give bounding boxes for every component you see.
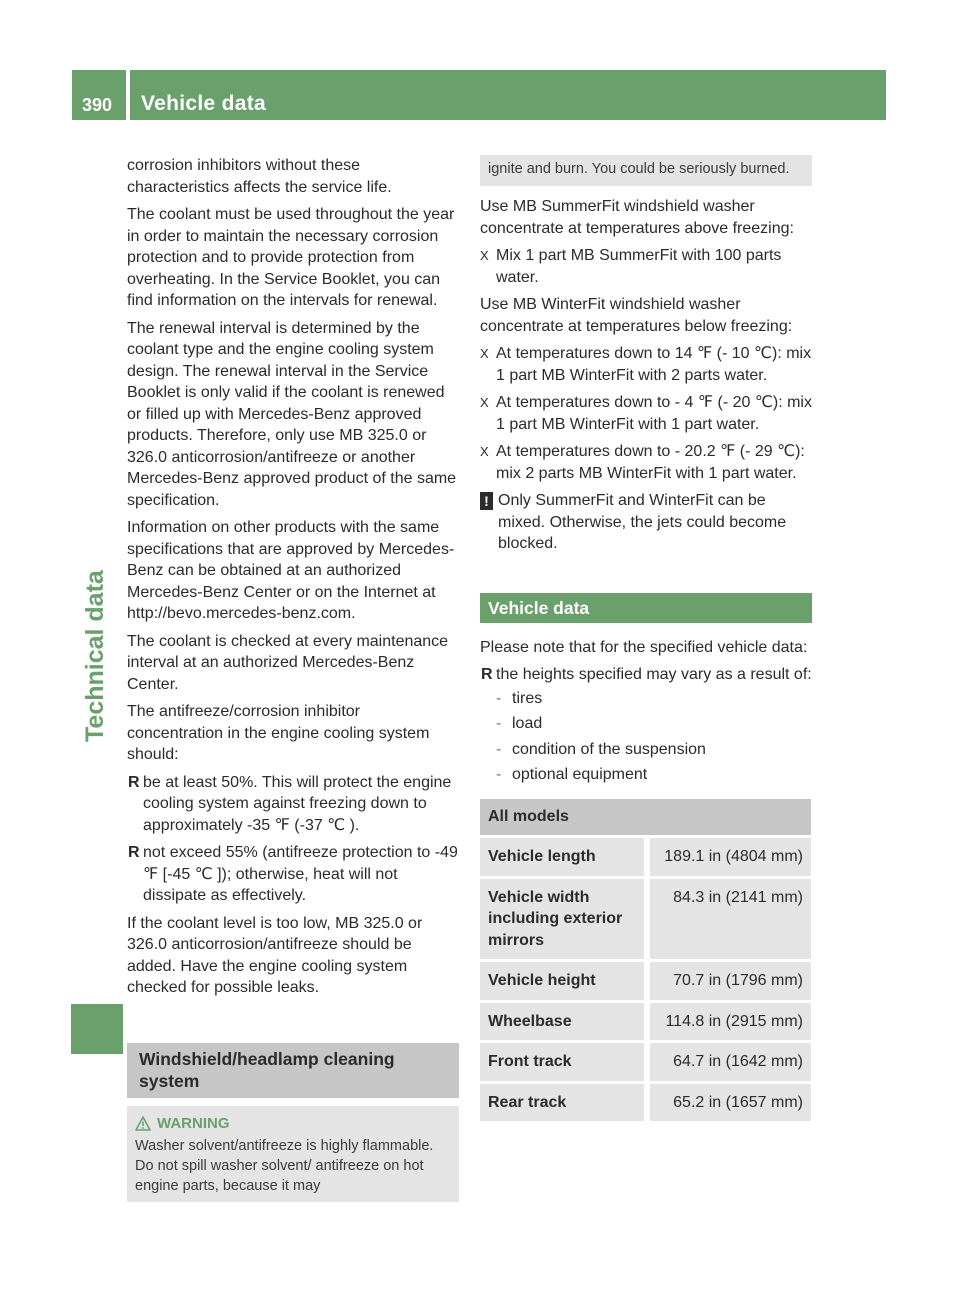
section-heading-windshield: Windshield/headlamp cleaning system <box>127 1043 459 1098</box>
bullet-marker: R <box>481 666 493 683</box>
note <box>480 490 812 555</box>
warning-title: WARNING <box>157 1114 230 1132</box>
factor-item <box>480 764 812 786</box>
step-text: At temperatures down to - 20.2 ℉ (- 29 ℃): mix 2 parts MB WinterFit with 1 part water. <box>496 443 805 482</box>
row-label: Vehicle length <box>480 838 644 876</box>
paragraph: The renewal interval is determined by the coolant type and the engine cooling system design. The renewal interval in the Service Booklet is only valid if the coolant is renewed or filled up with Mercedes-Benz approved products. Therefore, only use MB 325.0 or 326.0 anticorrosion/antifreeze or another Mercedes-Benz approved product of the same specification. <box>127 319 457 509</box>
paragraph: The coolant must be used throughout the year in order to maintain the necessary corrosion protection and to provide protection from overheating. In the Service Booklet, you can find information on the intervals for renewal. <box>127 206 455 309</box>
left-column <box>127 155 459 1202</box>
paragraph: Please note that for the specified vehicle data: <box>480 638 808 656</box>
table-row <box>480 838 811 876</box>
step-marker: X <box>480 248 489 263</box>
list-item <box>480 664 812 686</box>
warning-text: Washer solvent/antifreeze is highly flammable. Do not spill washer solvent/ antifreeze on hot engine parts, because it may <box>135 1137 434 1194</box>
vd-bullet-list <box>480 664 812 686</box>
list-item-text: not exceed 55% (antifreeze protection to -49 ℉ [-45 ℃ ]); otherwise, heat will not dissipate as effectively. <box>143 844 458 904</box>
side-marker-square <box>71 1004 123 1054</box>
list-item-text: be at least 50%. This will protect the engine cooling system against freezing down to approximately -35 ℉ (-37 ℃ ). <box>143 773 452 834</box>
factor-item <box>480 688 812 710</box>
header-title: Vehicle data <box>141 92 266 115</box>
section-heading-vehicle-data: Vehicle data <box>480 593 812 623</box>
paragraph: Information on other products with the same specifications that are approved by Mercedes-Benz can be obtained at an authorized Mercedes-Benz Center or on the Internet at http://bevo.mercedes-benz.com. <box>127 519 455 622</box>
header-bar <box>130 70 886 120</box>
table-row <box>480 879 811 960</box>
paragraph: If the coolant level is too low, MB 325.0 or 326.0 anticorrosion/antifreeze should be added. Have the engine cooling system checked for possible leaks. <box>127 914 423 996</box>
warning-triangle-icon <box>135 1116 151 1131</box>
step-text: Mix 1 part MB SummerFit with 100 parts water. <box>496 247 782 286</box>
paragraph: The coolant is checked at every maintenance interval at an authorized Mercedes-Benz Center. <box>127 632 449 693</box>
step-item <box>480 441 812 484</box>
table-header-row <box>480 799 811 836</box>
factor-item <box>480 739 812 761</box>
row-label: Rear track <box>480 1084 644 1122</box>
exclamation-icon: ! <box>480 492 493 510</box>
list-item-text: the heights specified may vary as a result of: <box>496 666 812 683</box>
table-row <box>480 1043 811 1081</box>
factor-text: condition of the suspension <box>512 740 706 758</box>
warning-box <box>127 1106 459 1202</box>
row-value: 114.8 in (2915 mm) <box>650 1003 811 1041</box>
step-marker: X <box>480 444 489 459</box>
step-marker: X <box>480 395 489 410</box>
step-text: At temperatures down to 14 ℉ (- 10 ℃): mix 1 part MB WinterFit with 2 parts water. <box>496 345 812 384</box>
step-text: At temperatures down to - 4 ℉ (- 20 ℃): mix 1 part MB WinterFit with 1 part water. <box>496 394 812 433</box>
dash-marker: - <box>496 740 502 758</box>
factor-text: tires <box>512 689 543 707</box>
vehicle-data-table <box>480 796 811 1125</box>
row-label: Front track <box>480 1043 644 1081</box>
row-value: 65.2 in (1657 mm) <box>650 1084 811 1122</box>
side-tab-label: Technical data <box>81 570 109 742</box>
list-item <box>127 842 459 907</box>
step-item <box>480 245 812 288</box>
step-item <box>480 343 812 386</box>
side-tab <box>71 325 123 753</box>
step-item <box>480 392 812 435</box>
bullet-marker: R <box>128 773 140 791</box>
dash-marker: - <box>496 715 502 732</box>
factor-text: load <box>512 715 543 732</box>
dash-marker: - <box>496 766 502 783</box>
note-text: Only SummerFit and WinterFit can be mixed. Otherwise, the jets could become blocked. <box>498 492 787 552</box>
bullet-marker: R <box>128 844 140 861</box>
paragraph: corrosion inhibitors without these characteristics affects the service life. <box>127 157 392 196</box>
right-column <box>480 155 812 1124</box>
row-label: Wheelbase <box>480 1003 644 1041</box>
row-value: 189.1 in (4804 mm) <box>650 838 811 876</box>
factor-item <box>480 713 812 735</box>
warning-title-row <box>135 1114 451 1134</box>
row-value: 70.7 in (1796 mm) <box>650 962 811 1000</box>
row-label: Vehicle height <box>480 962 644 1000</box>
vd-factors-list <box>480 688 812 786</box>
table-header: All models <box>480 799 811 836</box>
table-row <box>480 1084 811 1122</box>
paragraph: Use MB SummerFit windshield washer concentrate at temperatures above freezing: <box>480 198 794 237</box>
dash-marker: - <box>496 689 502 707</box>
table-row <box>480 1003 811 1041</box>
page-number-block <box>72 70 126 120</box>
row-label: Vehicle width including exterior mirrors <box>480 879 644 960</box>
factor-text: optional equipment <box>512 766 648 783</box>
list-item <box>127 772 459 837</box>
row-value: 84.3 in (2141 mm) <box>650 879 811 960</box>
row-value: 64.7 in (1642 mm) <box>650 1043 811 1081</box>
table-row <box>480 962 811 1000</box>
summer-steps <box>480 245 812 288</box>
warning-continued-box <box>480 155 812 186</box>
paragraph: The antifreeze/corrosion inhibitor concentration in the engine cooling system should: <box>127 703 430 763</box>
page-number: 390 <box>82 95 113 115</box>
concentration-list <box>127 772 459 907</box>
warning-continued-text: ignite and burn. You could be seriously burned. <box>488 161 790 177</box>
step-marker: X <box>480 346 489 361</box>
winter-steps <box>480 343 812 484</box>
paragraph: Use MB WinterFit windshield washer concentrate at temperatures below freezing: <box>480 296 793 335</box>
